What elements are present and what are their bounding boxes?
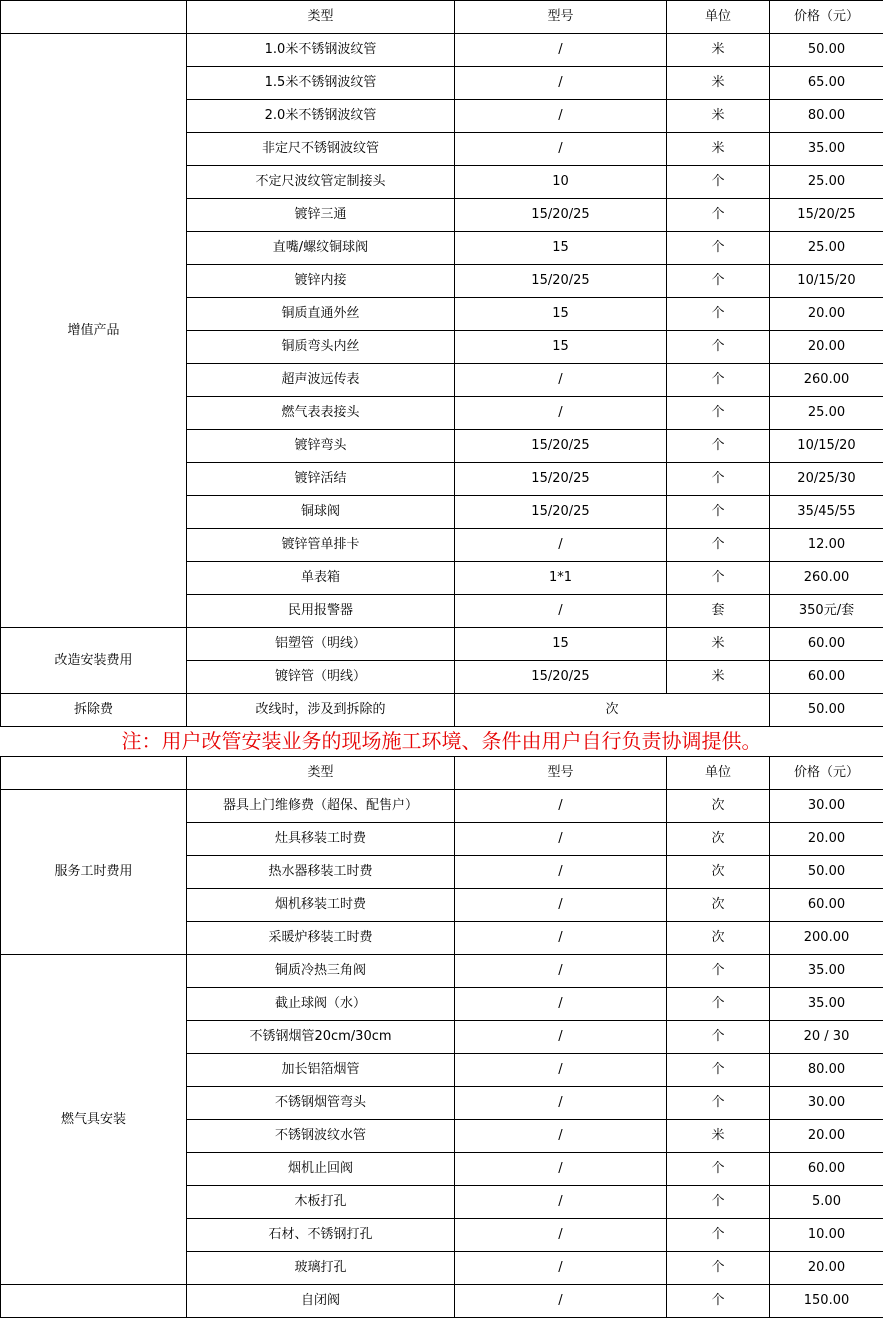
unit-cell: 米: [667, 34, 770, 67]
price-cell: 20.00: [770, 823, 883, 856]
price-cell: 80.00: [770, 100, 883, 133]
price-cell: 60.00: [770, 628, 883, 661]
item-name-cell: 超声波远传表: [187, 364, 455, 397]
price-cell: 20 / 30: [770, 1021, 883, 1054]
unit-cell: 米: [667, 133, 770, 166]
item-name-cell: 铝塑管（明线）: [187, 628, 455, 661]
header-row: [1, 1, 883, 34]
model-cell: 15/20/25: [455, 199, 667, 232]
item-name-cell: 燃气表表接头: [187, 397, 455, 430]
model-cell: /: [455, 856, 667, 889]
price-cell: 20.00: [770, 331, 883, 364]
unit-cell: 次: [455, 694, 770, 727]
category-cell: 增值产品: [1, 34, 187, 628]
item-name-cell: 2.0米不锈钢波纹管: [187, 100, 455, 133]
unit-cell: 次: [667, 790, 770, 823]
price-cell: 50.00: [770, 856, 883, 889]
item-name-cell: 民用报警器: [187, 595, 455, 628]
category-cell: 服务工时费用: [1, 790, 187, 955]
price-cell: 25.00: [770, 232, 883, 265]
price-cell: 25.00: [770, 166, 883, 199]
price-cell: 200.00: [770, 922, 883, 955]
model-cell: 15/20/25: [455, 430, 667, 463]
model-cell: 15/20/25: [455, 265, 667, 298]
model-cell: 15: [455, 298, 667, 331]
column-header: 类型: [187, 757, 455, 790]
item-name-cell: 采暖炉移装工时费: [187, 922, 455, 955]
item-name-cell: 烟机止回阀: [187, 1153, 455, 1186]
price-cell: 60.00: [770, 1153, 883, 1186]
item-name-cell: 铜质弯头内丝: [187, 331, 455, 364]
price-cell: 150.00: [770, 1285, 883, 1318]
unit-cell: 米: [667, 1120, 770, 1153]
model-cell: 1*1: [455, 562, 667, 595]
unit-cell: 次: [667, 856, 770, 889]
table-row: [1, 34, 883, 67]
model-cell: /: [455, 1219, 667, 1252]
item-name-cell: 截止球阀（水）: [187, 988, 455, 1021]
item-name-cell: 镀锌管单排卡: [187, 529, 455, 562]
price-cell: 12.00: [770, 529, 883, 562]
model-cell: 15/20/25: [455, 496, 667, 529]
unit-cell: 个: [667, 496, 770, 529]
price-table-2: [0, 756, 883, 1318]
unit-cell: 次: [667, 922, 770, 955]
price-cell: 60.00: [770, 661, 883, 694]
unit-cell: 个: [667, 1153, 770, 1186]
table-row: [1, 955, 883, 988]
item-name-cell: 改线时，涉及到拆除的: [187, 694, 455, 727]
model-cell: /: [455, 955, 667, 988]
model-cell: 15: [455, 628, 667, 661]
model-cell: /: [455, 988, 667, 1021]
unit-cell: 个: [667, 166, 770, 199]
category-cell: 拆除费: [1, 694, 187, 727]
model-cell: /: [455, 922, 667, 955]
unit-cell: 个: [667, 199, 770, 232]
item-name-cell: 铜质冷热三角阀: [187, 955, 455, 988]
model-cell: /: [455, 889, 667, 922]
header-row: [1, 757, 883, 790]
model-cell: /: [455, 595, 667, 628]
unit-cell: 个: [667, 955, 770, 988]
price-cell: 20.00: [770, 1120, 883, 1153]
item-name-cell: 镀锌管（明线）: [187, 661, 455, 694]
unit-cell: 个: [667, 988, 770, 1021]
price-cell: 5.00: [770, 1186, 883, 1219]
model-cell: /: [455, 100, 667, 133]
price-cell: 35.00: [770, 133, 883, 166]
item-name-cell: 玻璃打孔: [187, 1252, 455, 1285]
unit-cell: 套: [667, 595, 770, 628]
item-name-cell: 器具上门维修费（超保、配售户）: [187, 790, 455, 823]
unit-cell: 个: [667, 1186, 770, 1219]
item-name-cell: 烟机移装工时费: [187, 889, 455, 922]
category-cell: [1, 1285, 187, 1318]
unit-cell: 个: [667, 397, 770, 430]
unit-cell: 米: [667, 67, 770, 100]
model-cell: /: [455, 1120, 667, 1153]
price-cell: 80.00: [770, 1054, 883, 1087]
item-name-cell: 热水器移装工时费: [187, 856, 455, 889]
model-cell: /: [455, 1087, 667, 1120]
item-name-cell: 铜球阀: [187, 496, 455, 529]
item-name-cell: 木板打孔: [187, 1186, 455, 1219]
item-name-cell: 镀锌内接: [187, 265, 455, 298]
item-name-cell: 灶具移装工时费: [187, 823, 455, 856]
item-name-cell: 自闭阀: [187, 1285, 455, 1318]
model-cell: 10: [455, 166, 667, 199]
model-cell: /: [455, 823, 667, 856]
column-header: 单位: [667, 757, 770, 790]
model-cell: /: [455, 67, 667, 100]
model-cell: /: [455, 364, 667, 397]
unit-cell: 米: [667, 628, 770, 661]
unit-cell: 米: [667, 100, 770, 133]
item-name-cell: 1.0米不锈钢波纹管: [187, 34, 455, 67]
model-cell: /: [455, 133, 667, 166]
table-row: [1, 628, 883, 661]
price-cell: 10/15/20: [770, 430, 883, 463]
item-name-cell: 石材、不锈钢打孔: [187, 1219, 455, 1252]
model-cell: /: [455, 1285, 667, 1318]
item-name-cell: 非定尺不锈钢波纹管: [187, 133, 455, 166]
column-header: [1, 1, 187, 34]
item-name-cell: 不定尺波纹管定制接头: [187, 166, 455, 199]
column-header: 价格（元）: [770, 757, 883, 790]
unit-cell: 个: [667, 1219, 770, 1252]
unit-cell: 米: [667, 661, 770, 694]
model-cell: 15/20/25: [455, 463, 667, 496]
model-cell: 15: [455, 232, 667, 265]
unit-cell: 次: [667, 889, 770, 922]
unit-cell: 个: [667, 463, 770, 496]
unit-cell: 次: [667, 823, 770, 856]
model-cell: /: [455, 1153, 667, 1186]
model-cell: /: [455, 397, 667, 430]
price-cell: 50.00: [770, 34, 883, 67]
model-cell: /: [455, 1252, 667, 1285]
model-cell: /: [455, 1021, 667, 1054]
price-cell: 20/25/30: [770, 463, 883, 496]
table-row: [1, 694, 883, 727]
price-cell: 50.00: [770, 694, 883, 727]
unit-cell: 个: [667, 298, 770, 331]
item-name-cell: 铜质直通外丝: [187, 298, 455, 331]
price-cell: 350元/套: [770, 595, 883, 628]
item-name-cell: 不锈钢波纹水管: [187, 1120, 455, 1153]
price-cell: 20.00: [770, 298, 883, 331]
item-name-cell: 镀锌弯头: [187, 430, 455, 463]
price-cell: 60.00: [770, 889, 883, 922]
item-name-cell: 直嘴/螺纹铜球阀: [187, 232, 455, 265]
price-cell: 30.00: [770, 1087, 883, 1120]
column-header: 类型: [187, 1, 455, 34]
unit-cell: 个: [667, 1252, 770, 1285]
price-cell: 35.00: [770, 955, 883, 988]
item-name-cell: 不锈钢烟管弯头: [187, 1087, 455, 1120]
column-header: 价格（元）: [770, 1, 883, 34]
unit-cell: 个: [667, 1087, 770, 1120]
model-cell: /: [455, 34, 667, 67]
category-cell: 燃气具安装: [1, 955, 187, 1285]
price-cell: 260.00: [770, 562, 883, 595]
red-note: 注：用户改管安装业务的现场施工环境、条件由用户自行负责协调提供。: [121, 729, 762, 753]
unit-cell: 个: [667, 331, 770, 364]
model-cell: /: [455, 790, 667, 823]
price-cell: 35.00: [770, 988, 883, 1021]
item-name-cell: 不锈钢烟管20cm/30cm: [187, 1021, 455, 1054]
price-cell: 10.00: [770, 1219, 883, 1252]
item-name-cell: 镀锌活结: [187, 463, 455, 496]
unit-cell: 个: [667, 1054, 770, 1087]
unit-cell: 个: [667, 265, 770, 298]
column-header: 型号: [455, 1, 667, 34]
price-cell: 65.00: [770, 67, 883, 100]
unit-cell: 个: [667, 364, 770, 397]
unit-cell: 个: [667, 232, 770, 265]
column-header: 型号: [455, 757, 667, 790]
model-cell: 15: [455, 331, 667, 364]
price-cell: 260.00: [770, 364, 883, 397]
model-cell: /: [455, 1054, 667, 1087]
model-cell: /: [455, 529, 667, 562]
price-cell: 30.00: [770, 790, 883, 823]
unit-cell: 个: [667, 430, 770, 463]
table-row: [1, 1285, 883, 1318]
price-cell: 15/20/25: [770, 199, 883, 232]
price-cell: 35/45/55: [770, 496, 883, 529]
price-cell: 20.00: [770, 1252, 883, 1285]
model-cell: 15/20/25: [455, 661, 667, 694]
table-row: [1, 790, 883, 823]
item-name-cell: 1.5米不锈钢波纹管: [187, 67, 455, 100]
unit-cell: 个: [667, 1285, 770, 1318]
item-name-cell: 镀锌三通: [187, 199, 455, 232]
price-cell: 25.00: [770, 397, 883, 430]
column-header: 单位: [667, 1, 770, 34]
unit-cell: 个: [667, 1021, 770, 1054]
unit-cell: 个: [667, 529, 770, 562]
category-cell: 改造安装费用: [1, 628, 187, 694]
price-cell: 10/15/20: [770, 265, 883, 298]
model-cell: /: [455, 1186, 667, 1219]
item-name-cell: 加长铝箔烟管: [187, 1054, 455, 1087]
column-header: [1, 757, 187, 790]
unit-cell: 个: [667, 562, 770, 595]
item-name-cell: 单表箱: [187, 562, 455, 595]
